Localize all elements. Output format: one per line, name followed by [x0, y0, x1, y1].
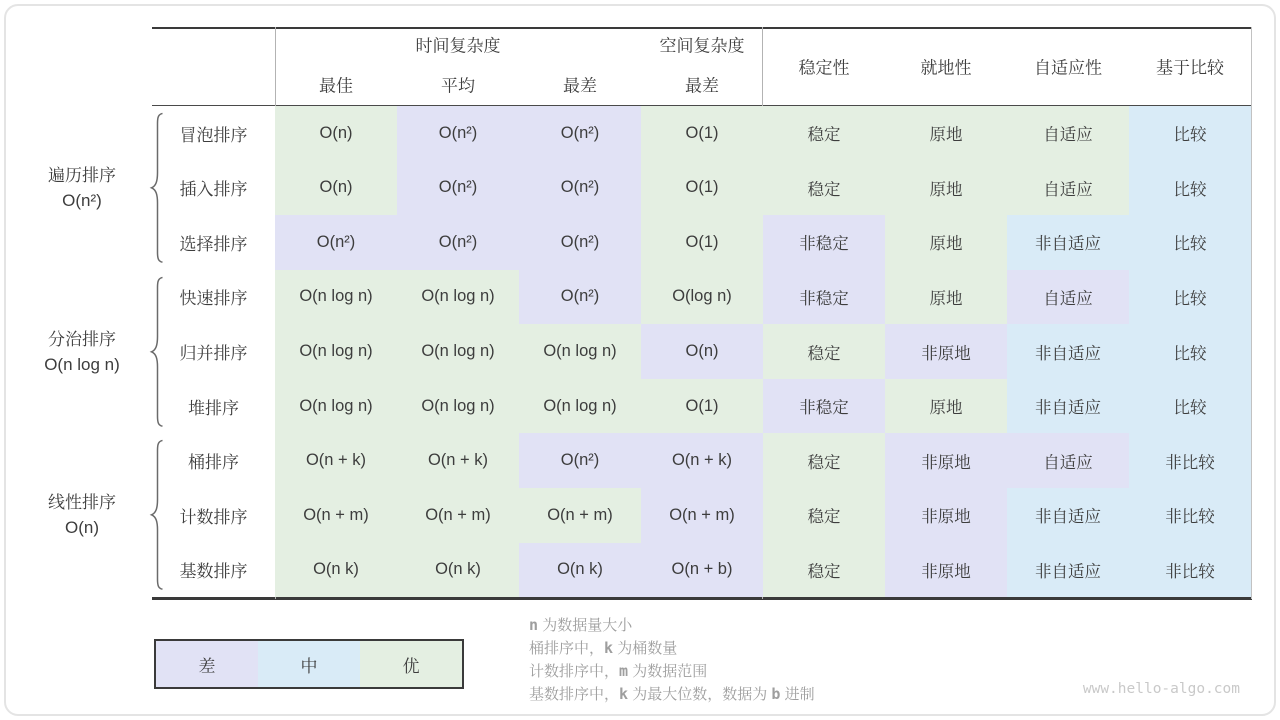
table-cell: O(n log n)	[275, 270, 397, 325]
table-cell: 非自适应	[1007, 543, 1129, 598]
table-cell: 自适应	[1007, 161, 1129, 216]
table-cell: 非比较	[1129, 488, 1251, 543]
footnote-line	[529, 683, 815, 706]
header-time-complexity: 时间复杂度	[415, 36, 501, 56]
table-row	[152, 379, 1251, 434]
table-cell: 原地	[885, 270, 1007, 325]
table-cell: 稳定	[763, 161, 885, 216]
table-cell: 原地	[885, 379, 1007, 434]
variable-symbol: k	[619, 685, 629, 703]
table-cell: 稳定	[763, 106, 885, 161]
row-group-label	[18, 163, 146, 213]
row-group-label	[18, 327, 146, 377]
table-body	[152, 106, 1251, 597]
variable-symbol: b	[771, 685, 781, 703]
table-cell: O(n log n)	[397, 324, 519, 379]
table-cell: 原地	[885, 161, 1007, 216]
table-cell: 非稳定	[763, 215, 885, 270]
table-cell: O(n k)	[397, 543, 519, 598]
variable-symbol: m	[619, 662, 629, 680]
table-cell: O(n k)	[519, 543, 641, 598]
table-row	[152, 433, 1251, 488]
table-cell: O(n²)	[519, 215, 641, 270]
table-cell: 稳定	[763, 488, 885, 543]
footnote-text: 为数据量大小	[538, 617, 633, 634]
table-cell: 比较	[1129, 324, 1251, 379]
table-cell: 非自适应	[1007, 379, 1129, 434]
footnote-line	[529, 637, 815, 660]
algorithm-name: 计数排序	[152, 488, 275, 543]
table-row	[152, 543, 1251, 598]
table-cell: O(n²)	[397, 215, 519, 270]
table-cell: 自适应	[1007, 433, 1129, 488]
table-cell: 比较	[1129, 215, 1251, 270]
group-title: 分治排序	[48, 329, 116, 349]
table-row	[152, 106, 1251, 161]
figure-card	[4, 4, 1276, 716]
table-row	[152, 161, 1251, 216]
group-complexity: O(n log n)	[44, 354, 120, 374]
table-cell: O(n)	[275, 161, 397, 216]
table-cell: 非原地	[885, 324, 1007, 379]
table-cell: 比较	[1129, 379, 1251, 434]
rating-legend	[154, 639, 464, 689]
footnote-text: 进制	[780, 686, 815, 703]
table-cell: 稳定	[763, 324, 885, 379]
header-in-place: 就地性	[920, 58, 972, 78]
table-cell: O(1)	[641, 161, 763, 216]
variable-symbol: n	[529, 616, 539, 634]
table-cell: 自适应	[1007, 270, 1129, 325]
footnote-text: 计数排序中，	[529, 663, 620, 680]
algorithm-name: 基数排序	[152, 543, 275, 598]
table-cell: 非原地	[885, 488, 1007, 543]
footnotes	[529, 614, 815, 706]
header-space-worst: 最差	[685, 76, 719, 96]
group-brace-icon	[149, 276, 165, 428]
table-cell: 自适应	[1007, 106, 1129, 161]
algorithm-name: 桶排序	[152, 433, 275, 488]
table-cell: 比较	[1129, 270, 1251, 325]
algorithm-name: 快速排序	[152, 270, 275, 325]
footnote-text: 桶排序中，	[529, 640, 605, 657]
table-cell: O(n²)	[519, 161, 641, 216]
table-cell: O(n + k)	[275, 433, 397, 488]
table-cell: O(1)	[641, 215, 763, 270]
group-brace-icon	[149, 439, 165, 591]
footnote-text: 为桶数量	[613, 640, 678, 657]
table-cell: 非稳定	[763, 270, 885, 325]
group-title: 线性排序	[48, 493, 116, 513]
table-cell: O(n log n)	[275, 379, 397, 434]
algorithm-name: 选择排序	[152, 215, 275, 270]
table-cell: 原地	[885, 215, 1007, 270]
table-cell: O(n log n)	[397, 379, 519, 434]
table-cell: O(n + m)	[641, 488, 763, 543]
table-cell: 非稳定	[763, 379, 885, 434]
header-worst: 最差	[563, 76, 597, 96]
legend-item: 差	[156, 641, 258, 687]
table-cell: 非自适应	[1007, 488, 1129, 543]
table-cell: O(n²)	[519, 270, 641, 325]
algorithm-name: 冒泡排序	[152, 106, 275, 161]
group-complexity: O(n²)	[62, 190, 102, 210]
footnote-text: 基数排序中，	[529, 686, 620, 703]
table-cell: O(n + m)	[519, 488, 641, 543]
table-cell: O(n²)	[397, 161, 519, 216]
table-cell: 非自适应	[1007, 215, 1129, 270]
table-cell: 非原地	[885, 543, 1007, 598]
table-cell: O(n + k)	[641, 433, 763, 488]
table-row	[152, 215, 1251, 270]
table-cell: 非自适应	[1007, 324, 1129, 379]
table-cell: 非原地	[885, 433, 1007, 488]
table-cell: 稳定	[763, 543, 885, 598]
table-cell: O(n²)	[519, 106, 641, 161]
group-complexity: O(n)	[65, 518, 99, 538]
table-row	[152, 270, 1251, 325]
table-cell: 比较	[1129, 161, 1251, 216]
table-bottom-border	[152, 597, 1252, 600]
watermark: www.hello-algo.com	[1082, 681, 1240, 697]
table-cell: O(n²)	[397, 106, 519, 161]
group-brace-icon	[149, 112, 165, 264]
table-cell: O(n log n)	[519, 379, 641, 434]
table-cell: O(n²)	[275, 215, 397, 270]
table-cell: O(1)	[641, 106, 763, 161]
group-title: 遍历排序	[48, 165, 116, 185]
table-cell: O(n log n)	[519, 324, 641, 379]
table-cell: O(n + m)	[275, 488, 397, 543]
table-cell: O(n²)	[519, 433, 641, 488]
table-cell: 比较	[1129, 106, 1251, 161]
table-cell: 非比较	[1129, 433, 1251, 488]
algorithm-name: 插入排序	[152, 161, 275, 216]
table-cell: O(n k)	[275, 543, 397, 598]
algorithm-name: 堆排序	[152, 379, 275, 434]
table-cell: O(n + k)	[397, 433, 519, 488]
table-cell: O(n log n)	[397, 270, 519, 325]
header-best: 最佳	[319, 76, 353, 96]
table-cell: 原地	[885, 106, 1007, 161]
table-cell: O(n log n)	[275, 324, 397, 379]
table-row	[152, 324, 1251, 379]
table-cell: O(n)	[275, 106, 397, 161]
table-cell: 非比较	[1129, 543, 1251, 598]
footnote-line	[529, 660, 815, 683]
header-average: 平均	[441, 76, 475, 96]
table-row	[152, 488, 1251, 543]
header-space-complexity: 空间复杂度	[659, 36, 745, 56]
table-cell: O(n + b)	[641, 543, 763, 598]
header-adaptability: 自适应性	[1034, 58, 1102, 78]
algorithm-name: 归并排序	[152, 324, 275, 379]
footnote-line	[529, 614, 815, 637]
row-group-label	[18, 490, 146, 540]
table-cell: O(n + m)	[397, 488, 519, 543]
header-stability: 稳定性	[798, 58, 850, 78]
header-comparison-based: 基于比较	[1156, 58, 1224, 78]
table-cell: O(log n)	[641, 270, 763, 325]
footnote-text: 为数据范围	[628, 663, 708, 680]
variable-symbol: k	[604, 639, 614, 657]
footnote-text: 为最大位数，数据为	[628, 686, 772, 703]
table-top-border	[152, 27, 1252, 30]
table-cell: 稳定	[763, 433, 885, 488]
legend-item: 优	[360, 641, 462, 687]
table-cell: O(n)	[641, 324, 763, 379]
table-cell: O(1)	[641, 379, 763, 434]
legend-item: 中	[258, 641, 360, 687]
